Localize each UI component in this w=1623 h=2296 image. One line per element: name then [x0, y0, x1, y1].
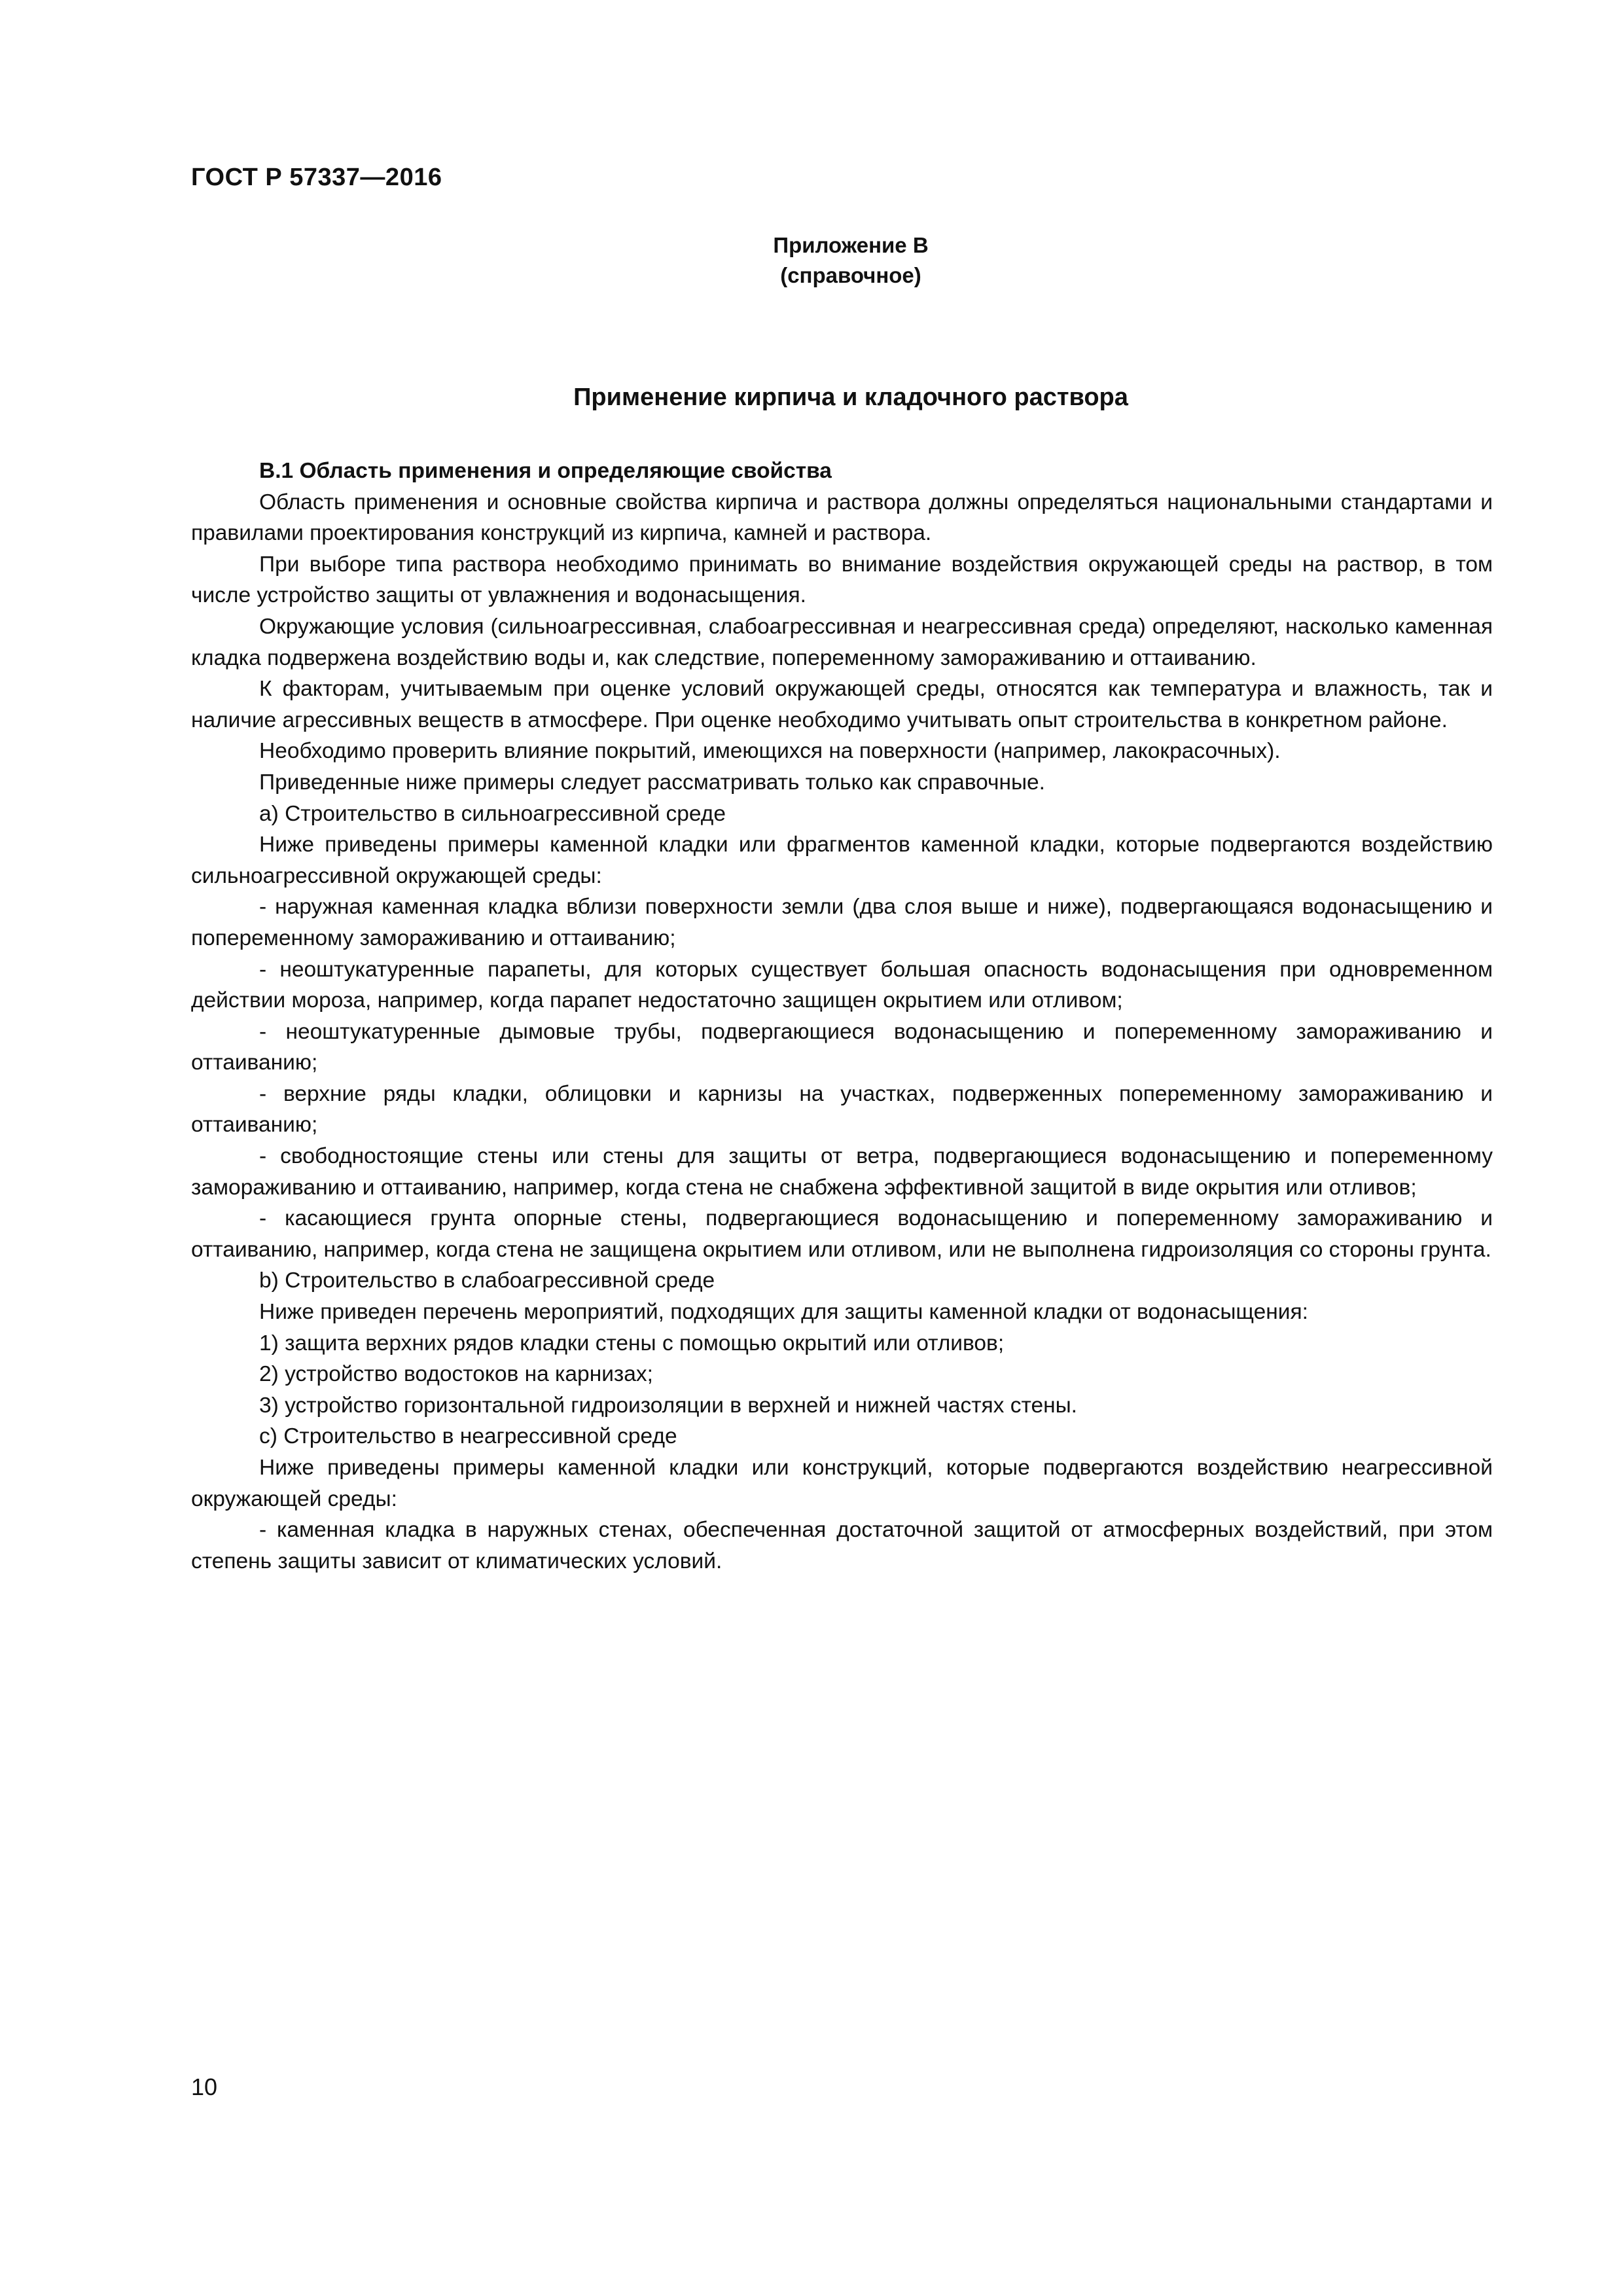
paragraph: Приведенные ниже примеры следует рассматривать только как справочные.: [259, 770, 1045, 795]
paragraph: Ниже приведен перечень мероприятий, подходящих для защиты каменной кладки от водонасыщения:: [259, 1300, 1308, 1325]
list-item: - свободностоящие стены или стены для защиты от ветра, подвергающиеся водонасыщению и попеременному замораживанию и оттаиванию, например, когда стена не снабжена эффективной защитой в виде окрытия или отливов;: [191, 1144, 1493, 1200]
paragraph: Необходимо проверить влияние покрытий, имеющихся на поверхности (например, лакокрасочных).: [259, 739, 1281, 764]
appendix-label: Приложение В: [773, 233, 929, 257]
paragraph: К факторам, учитываемым при оценке условий окружающей среды, относятся как температура и влажность, так и наличие агрессивных веществ в атмосфере. При оценке необходимо учитывать опыт строительства в конкретном районе.: [191, 677, 1493, 732]
list-item: 2) устройство водостоков на карнизах;: [259, 1362, 653, 1387]
appendix-heading: [654, 230, 1047, 291]
list-item: 1) защита верхних рядов кладки стены с помощью окрытий или отливов;: [259, 1331, 1005, 1355]
paragraph: При выборе типа раствора необходимо принимать во внимание воздействия окружающей среды на раствор, в том числе устройство защиты от увлажнения и водонасыщения.: [191, 552, 1493, 608]
list-item: - неоштукатуренные парапеты, для которых существует большая опасность водонасыщения при одновременном действии мороза, например, когда парапет недостаточно защищен окрытием или отливом;: [191, 957, 1493, 1013]
paragraph: Область применения и основные свойства кирпича и раствора должны определяться национальными стандартами и правилами проектирования конструкций из кирпича, камней и раствора.: [191, 490, 1493, 546]
appendix-type: (справочное): [780, 263, 921, 287]
page-number: 10: [191, 2073, 218, 2100]
list-item: 3) устройство горизонтальной гидроизоляции в верхней и нижней частях стены.: [259, 1393, 1077, 1418]
section-heading: В.1 Область применения и определяющие свойства: [259, 459, 832, 483]
list-item: - каменная кладка в наружных стенах, обеспеченная достаточной защитой от атмосферных воздействий, при этом степень защиты зависит от климатических условий.: [191, 1518, 1493, 1573]
list-item: - неоштукатуренные дымовые трубы, подвергающиеся водонасыщению и попеременному замораживанию и оттаиванию;: [191, 1019, 1493, 1075]
paragraph: Окружающие условия (сильноагрессивная, слабоагрессивная и неагрессивная среда) определяют, насколько каменная кладка подвержена воздействию воды и, как следствие, попеременному замораживанию и оттаиванию.: [191, 614, 1493, 670]
document-code: ГОСТ Р 57337—2016: [191, 164, 442, 191]
subsection-heading: c) Строительство в неагрессивной среде: [259, 1424, 677, 1449]
appendix-title: Применение кирпича и кладочного раствора: [573, 384, 1128, 411]
subsection-heading: a) Строительство в сильноагрессивной среде: [259, 801, 726, 826]
document-body: [191, 456, 1493, 1577]
subsection-heading: b) Строительство в слабоагрессивной среде: [259, 1268, 715, 1293]
paragraph: Ниже приведены примеры каменной кладки или фрагментов каменной кладки, которые подвергаются воздействию сильноагрессивной окружающей среды:: [191, 833, 1493, 888]
list-item: - наружная каменная кладка вблизи поверхности земли (два слоя выше и ниже), подвергающаяся водонасыщению и попеременному замораживанию и оттаиванию;: [191, 895, 1493, 950]
list-item: - касающиеся грунта опорные стены, подвергающиеся водонасыщению и попеременному замораживанию и оттаиванию, например, когда стена не защищена окрытием или отливом, или не выполнена гидроизоляция со стороны грунта.: [191, 1206, 1493, 1262]
list-item: - верхние ряды кладки, облицовки и карнизы на участках, подверженных попеременному замораживанию и оттаиванию;: [191, 1081, 1493, 1138]
paragraph: Ниже приведены примеры каменной кладки или конструкций, которые подвергаются воздействию неагрессивной окружающей среды:: [191, 1456, 1493, 1511]
